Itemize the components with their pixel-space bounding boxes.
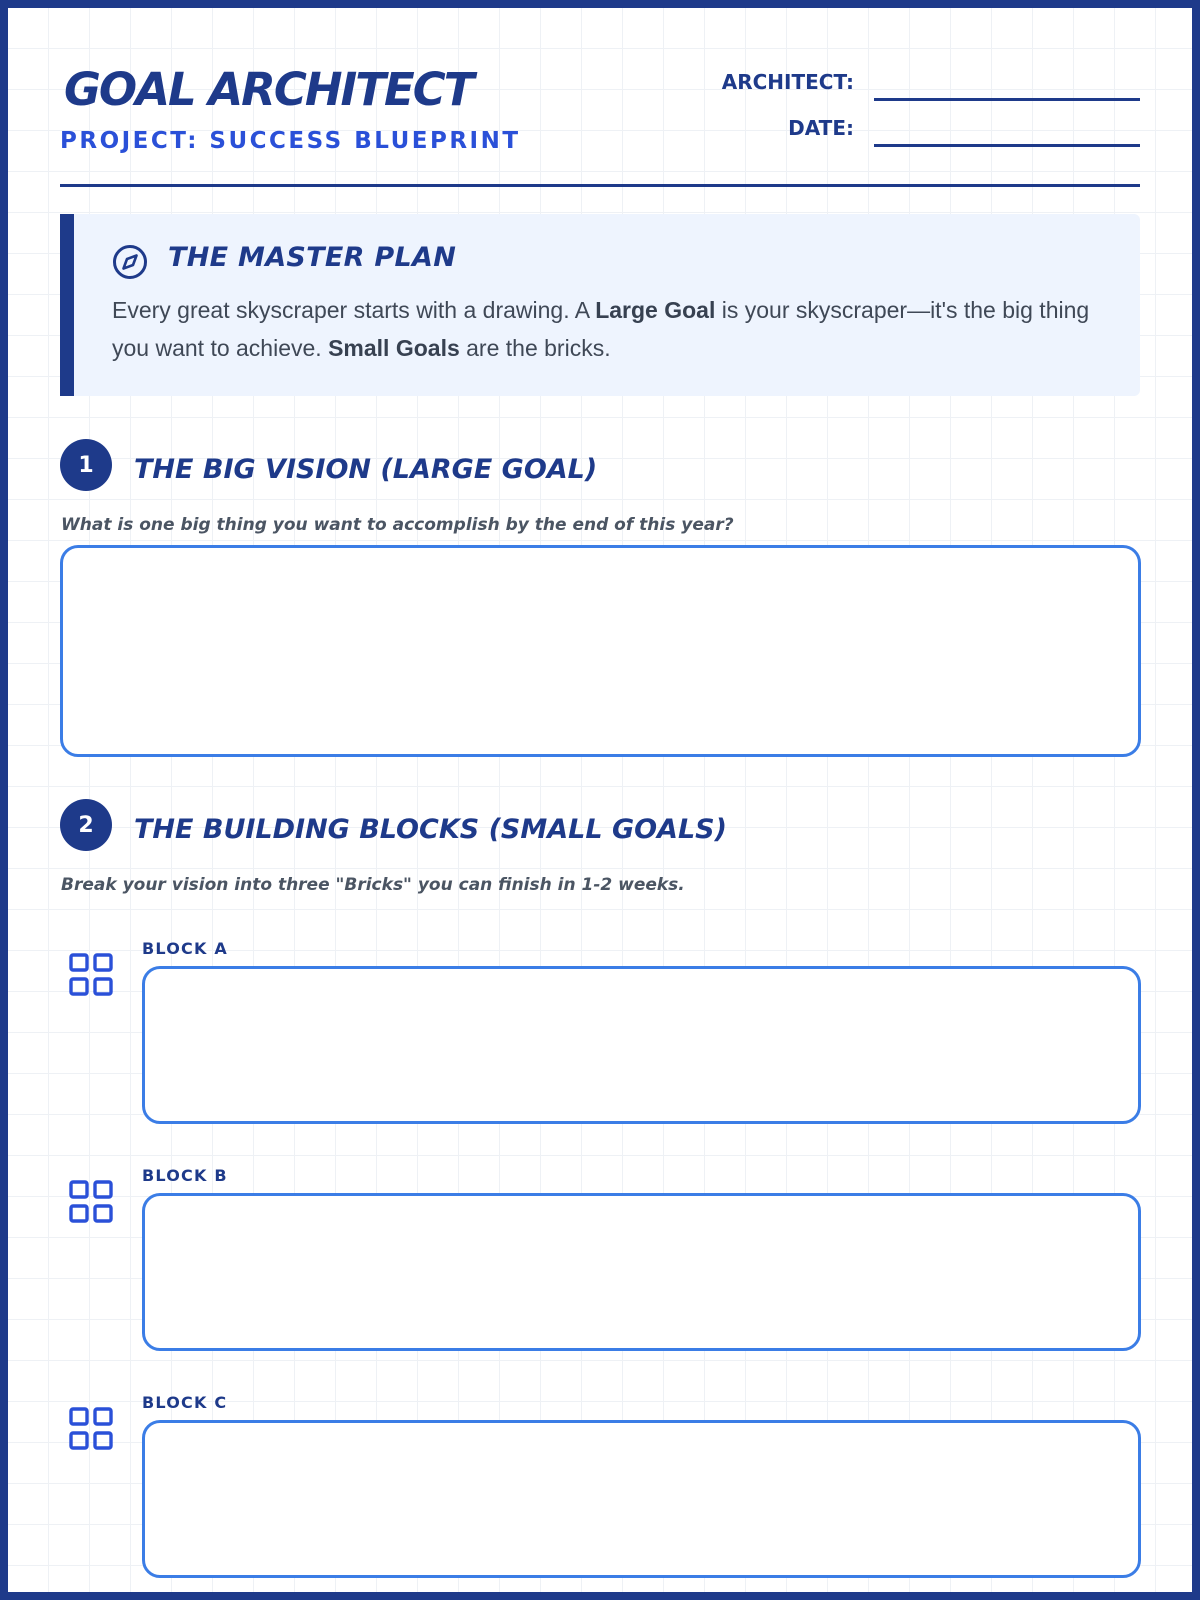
large-goal-input[interactable] [60,545,1141,757]
large-goal-emphasis: Large Goal [595,297,716,323]
small-goals-emphasis: Small Goals [328,335,460,361]
section-1-title: THE BIG VISION (LARGE GOAL) [134,454,598,485]
step-1-badge: 1 [60,439,112,491]
block-a-input[interactable] [142,966,1141,1124]
section-2-prompt: Break your vision into three "Bricks" you can finish in 1-2 weeks. [61,875,685,895]
master-plan-title: THE MASTER PLAN [168,242,457,273]
section-2-title: THE BUILDING BLOCKS (SMALL GOALS) [134,814,727,845]
block-b-label: BLOCK B [142,1166,228,1185]
date-field[interactable] [874,144,1140,147]
master-plan-callout [60,214,1140,396]
architect-field[interactable] [874,98,1140,101]
master-plan-text: Every great skyscraper starts with a drawing. A Large Goal is your skyscraper—it's the big thing you want to achieve. Small Goals are the bricks. [112,297,1090,361]
block-c-label: BLOCK C [142,1393,228,1412]
block-a-label: BLOCK A [142,939,228,958]
grid-blocks-icon [67,1405,115,1453]
page-title: GOAL ARCHITECT [64,63,473,116]
block-c-input[interactable] [142,1420,1141,1578]
grid-blocks-icon [67,1178,115,1226]
date-label: DATE: [788,116,854,140]
step-2-badge: 2 [60,799,112,851]
architect-label: ARCHITECT: [721,70,854,94]
compass-icon [112,244,148,280]
project-subtitle: PROJECT: SUCCESS BLUEPRINT [60,128,521,154]
header-divider [60,184,1140,187]
section-1-prompt: What is one big thing you want to accomplish by the end of this year? [61,515,734,535]
block-b-input[interactable] [142,1193,1141,1351]
grid-blocks-icon [67,951,115,999]
